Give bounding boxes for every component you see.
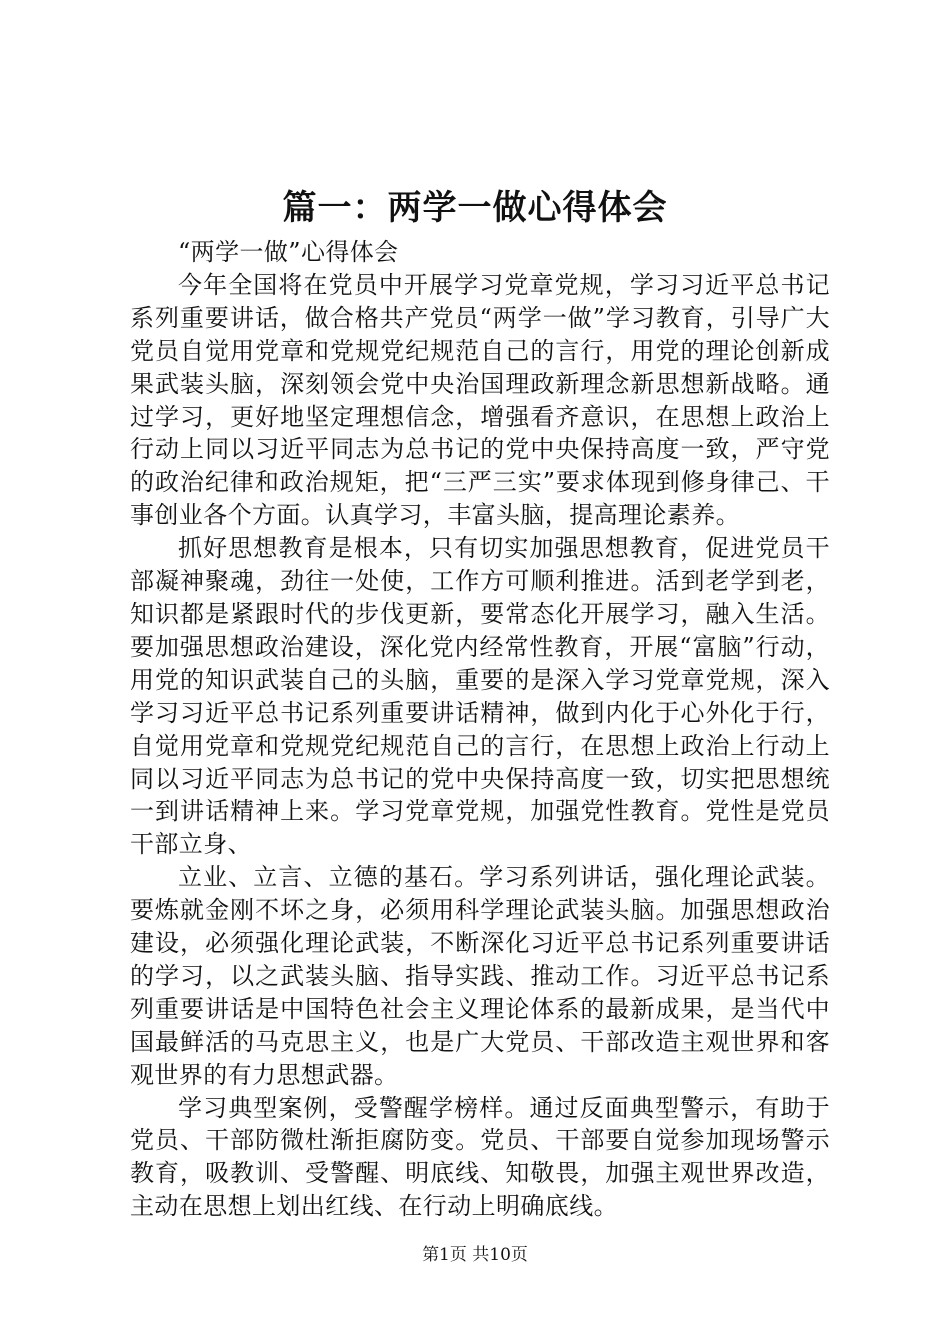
body-paragraph-1: 今年全国将在党员中开展学习党章党规，学习习近平总书记系列重要讲话，做合格共产党员“两学一做”学习教育，引导广大党员自觉用党章和党规党纪规范自己的言行，用党的理论创新成果武装头脑，深刻领会党中央治国理政新理念新思想新战略。通过学习，更好地坚定理想信念，增强看齐意识，在思想上政治上行动上同以习近平同志为总书记的党中央保持高度一致，严守党的政治纪律和政治规矩，把“三严三实”要求体现到修身律己、干事创业各个方面。认真学习，丰富头脑，提高理论素养。 [130, 270, 830, 530]
body-paragraph-4: 学习典型案例，受警醒学榜样。通过反面典型警示，有助于党员、干部防微杜渐拒腐防变。党员、干部要自觉参加现场警示教育，吸教训、受警醒、明底线、知敬畏，加强主观世界改造，主动在思想上划出红线、在行动上明确底线。 [130, 1093, 830, 1221]
document-title: 篇一：两学一做心得体会 [282, 188, 668, 228]
body-paragraph-3: 立业、立言、立德的基石。学习系列讲话，强化理论武装。要炼就金刚不坏之身，必须用科学理论武装头脑。加强思想政治建设，必须强化理论武装，不断深化习近平总书记系列重要讲话的学习，以之武装头脑、指导实践、推动工作。习近平总书记系列重要讲话是中国特色社会主义理论体系的最新成果，是当代中国最鲜活的马克思主义，也是广大党员、干部改造主观世界和客观世界的有力思想武器。 [130, 863, 830, 1089]
subtitle-paragraph: “两学一做”心得体会 [178, 238, 399, 266]
page-footer: 第1页 共10页 [422, 1245, 528, 1265]
document-body [130, 236, 830, 1223]
body-paragraph-2: 抓好思想教育是根本，只有切实加强思想教育，促进党员干部凝神聚魂，劲往一处使，工作方可顺利推进。活到老学到老，知识都是紧跟时代的步伐更新，要常态化开展学习，融入生活。要加强思想政治建设，深化党内经常性教育，开展“富脑”行动，用党的知识武装自己的头脑，重要的是深入学习党章党规，深入学习习近平总书记系列重要讲话精神，做到内化于心外化于行，自觉用党章和党规党纪规范自己的言行，在思想上政治上行动上同以习近平同志为总书记的党中央保持高度一致，切实把思想统一到讲话精神上来。学习党章党规，加强党性教育。党性是党员干部立身、 [130, 534, 830, 859]
